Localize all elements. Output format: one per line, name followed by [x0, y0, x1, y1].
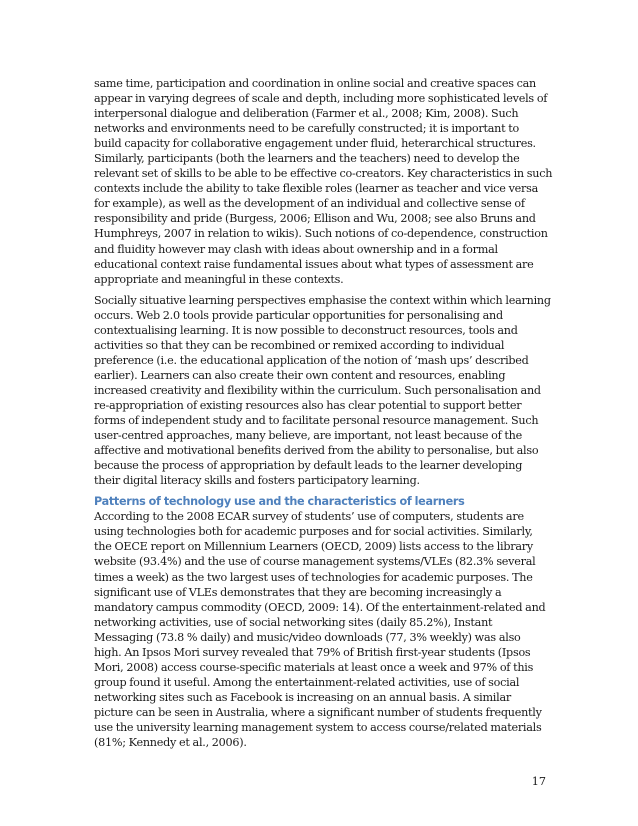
text-line: their digital literacy skills and fosters participatory learning.	[94, 474, 420, 488]
text-line: build capacity for collaborative engagement under fluid, heterarchical structures.	[94, 137, 536, 151]
text-line: According to the 2008 ECAR survey of students’ use of computers, students are	[94, 510, 524, 524]
text-line: relevant set of skills to be able to be effective co-creators. Key characteristics in such	[94, 167, 553, 181]
text-line: networking sites such as Facebook is increasing on an annual basis. A similar	[94, 690, 511, 704]
text-line: activities so that they can be recombined or remixed according to individual	[94, 338, 505, 352]
paragraph-technology-use	[94, 509, 546, 750]
text-line: group found it useful. Among the entertainment-related activities, use of social	[94, 675, 520, 689]
text-line: contextualising learning. It is now possible to deconstruct resources, tools and	[94, 323, 518, 337]
text-line: mandatory campus commodity (OECD, 2009: 14). Of the entertainment-related and	[94, 600, 546, 614]
text-line: using technologies both for academic purposes and for social activities. Similarly,	[94, 525, 533, 539]
text-line: (81%; Kennedy et al., 2006).	[94, 736, 247, 750]
text-line: networking activities, use of social networking sites (daily 85.2%), Instant	[94, 615, 493, 629]
text-line: picture can be seen in Australia, where a significant number of students frequently	[94, 705, 542, 719]
text-line: contexts include the ability to take flexible roles (learner as teacher and vice versa	[94, 182, 539, 196]
text-line: because the process of appropriation by default leads to the learner developing	[94, 459, 523, 473]
text-line: appear in varying degrees of scale and depth, including more sophisticated levels of	[94, 92, 548, 106]
text-line: responsibility and pride (Burgess, 2006; Ellison and Wu, 2008; see also Bruns and	[94, 212, 536, 226]
text-line: educational context raise fundamental issues about what types of assessment are	[94, 257, 534, 271]
text-line: for example), as well as the development of an individual and collective sense of	[94, 197, 525, 211]
text-line: increased creativity and flexibility within the curriculum. Such personalisation and	[94, 383, 541, 397]
text-line: and fluidity however may clash with ideas about ownership and in a formal	[94, 242, 498, 256]
text-line: earlier). Learners can also create their own content and resources, enabling	[94, 368, 506, 382]
page-body	[94, 76, 553, 750]
text-line: the OECE report on Millennium Learners (OECD, 2009) lists access to the library	[94, 540, 533, 554]
text-line: Mori, 2008) access course-specific materials at least once a week and 97% of this	[94, 660, 534, 674]
paragraph-collaboration	[94, 76, 553, 287]
text-line: user-centred approaches, many believe, are important, not least because of the	[94, 429, 522, 443]
text-line: website (93.4%) and the use of course management systems/VLEs (82.3% several	[94, 555, 536, 569]
text-line: affective and motivational benefits derived from the ability to personalise, but also	[94, 444, 539, 458]
text-line: use the university learning management system to access course/related materials	[94, 720, 542, 734]
text-line: re-appropriation of existing resources also has clear potential to support better	[94, 398, 522, 412]
text-line: Humphreys, 2007 in relation to wikis). Such notions of co-dependence, construction	[94, 227, 548, 241]
text-line: networks and environments need to be carefully constructed; it is important to	[94, 122, 520, 136]
paragraph-situative-learning	[94, 293, 551, 489]
page-number: 17	[531, 775, 546, 788]
text-line: Similarly, participants (both the learners and the teachers) need to develop the	[94, 152, 520, 166]
text-line: times a week) as the two largest uses of technologies for academic purposes. The	[94, 570, 533, 584]
text-line: preference (i.e. the educational application of the notion of ‘mash ups’ described	[94, 353, 529, 367]
text-line: occurs. Web 2.0 tools provide particular opportunities for personalising and	[94, 308, 503, 322]
text-line: same time, participation and coordination in online social and creative spaces can	[94, 77, 536, 90]
text-line: Messaging (73.8 % daily) and music/video downloads (77, 3% weekly) was also	[94, 630, 521, 644]
text-line: interpersonal dialogue and deliberation (Farmer et al., 2008; Kim, 2008). Such	[94, 107, 519, 121]
text-line: Socially situative learning perspectives emphasise the context within which learning	[94, 293, 551, 307]
text-line: significant use of VLEs demonstrates that they are becoming increasingly a	[94, 585, 502, 599]
text-line: appropriate and meaningful in these contexts.	[94, 272, 344, 286]
text-line: forms of independent study and to facilitate personal resource management. Such	[94, 414, 539, 428]
text-line: high. An Ipsos Mori survey revealed that 79% of British first-year students (Ipsos	[94, 645, 531, 659]
section-heading: Patterns of technology use and the characteristics of learners	[94, 495, 465, 509]
